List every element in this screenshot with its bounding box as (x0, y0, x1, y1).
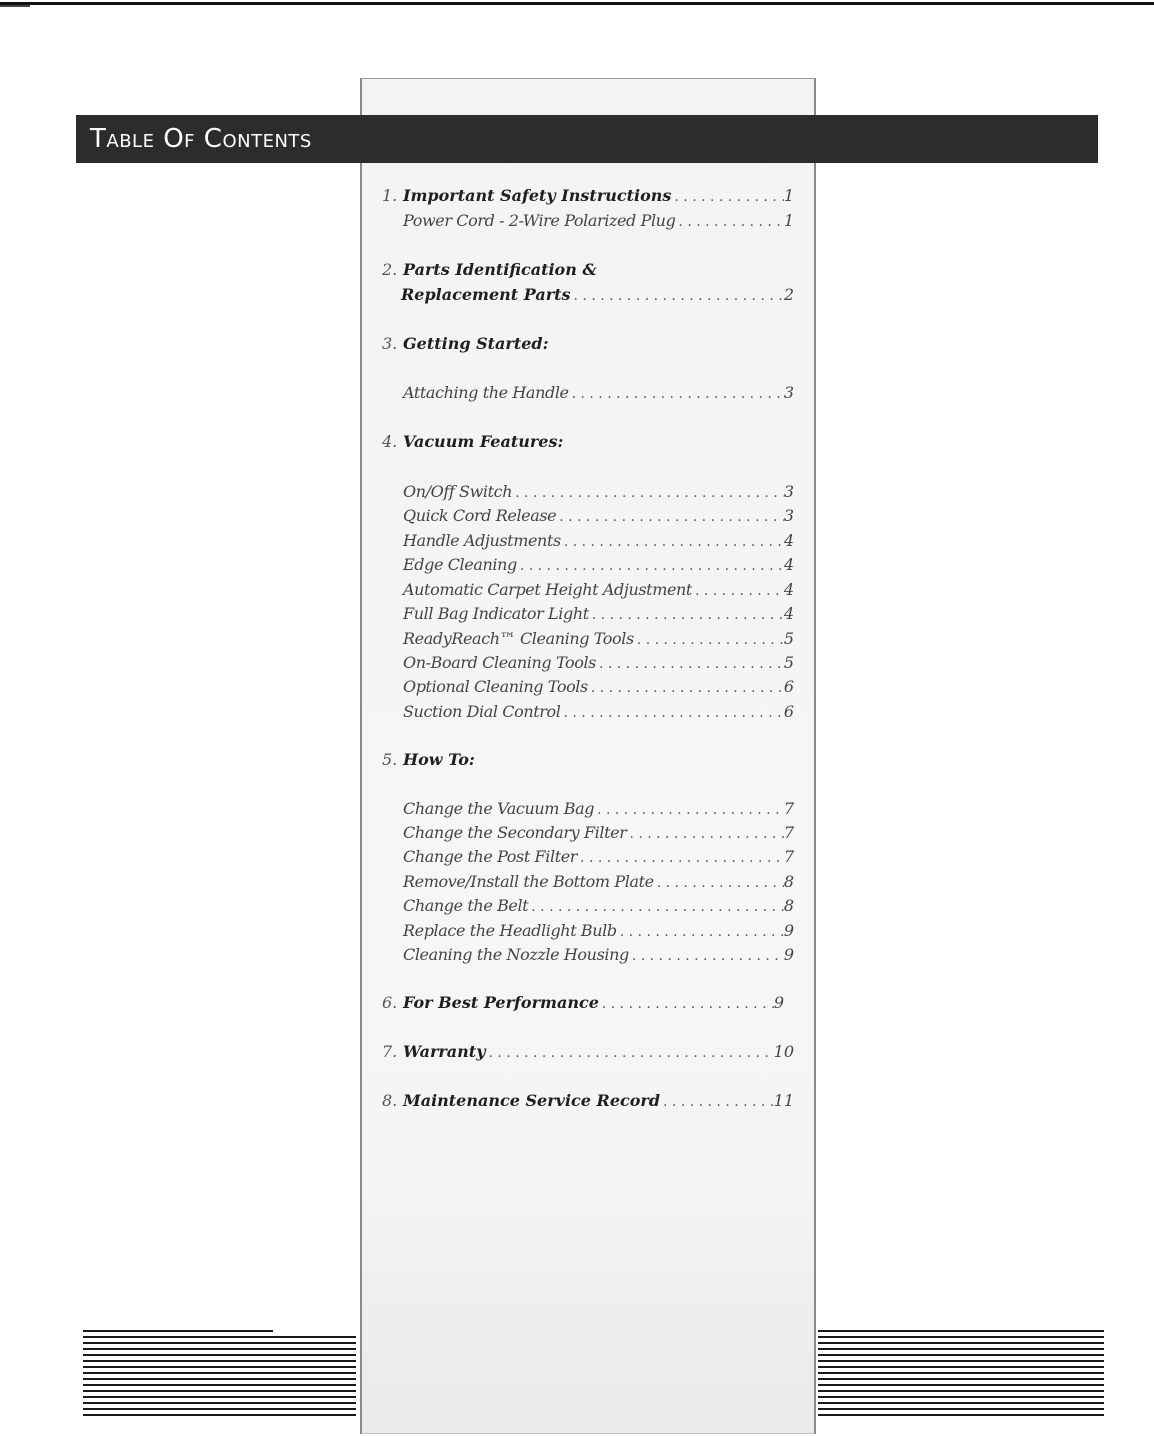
toc-entry-safety[interactable]: 1. Important Safety Instructions . . . 1 (382, 186, 794, 210)
toc-entry-handle-adjustments[interactable]: Handle Adjustments . . . 4 (403, 531, 794, 555)
toc-entry-readyreach-tools[interactable]: ReadyReach™ Cleaning Tools . . . 5 (403, 629, 794, 653)
page-title: Table Of Contents (90, 124, 312, 154)
toc-entry-power-cord[interactable]: Power Cord - 2-Wire Polarized Plug . . . 1 (403, 211, 794, 235)
decorative-lines-right (818, 1330, 1104, 1416)
title-bar (76, 115, 1098, 163)
toc-entry-onboard-tools[interactable]: On-Board Cleaning Tools . . . 5 (403, 653, 794, 677)
toc-entry-getting-started[interactable]: 3. Getting Started: (382, 334, 549, 353)
toc-entry-belt[interactable]: Change the Belt . . . 8 (403, 896, 794, 920)
toc-entry-parts[interactable]: 2. Parts Identification & (382, 260, 597, 279)
toc-entry-attaching-handle[interactable]: Attaching the Handle . . . 3 (403, 383, 794, 407)
toc-entry-optional-tools[interactable]: Optional Cleaning Tools . . . 6 (403, 677, 794, 701)
toc-entry-on-off-switch[interactable]: On/Off Switch . . . 3 (403, 482, 794, 506)
toc-entry-full-bag-light[interactable]: Full Bag Indicator Light . . . 4 (403, 604, 794, 628)
toc-entry-headlight-bulb[interactable]: Replace the Headlight Bulb . . . 9 (403, 921, 794, 945)
toc-entry-suction-dial[interactable]: Suction Dial Control . . . 6 (403, 702, 794, 726)
top-rule (0, 2, 1154, 7)
toc-entry-quick-cord-release[interactable]: Quick Cord Release . . . 3 (403, 506, 794, 530)
toc-entry-maintenance-record[interactable]: 8. Maintenance Service Record . . . 11 (382, 1091, 794, 1115)
toc-entry-warranty[interactable]: 7. Warranty . . . 10 (382, 1042, 794, 1066)
toc-entry-best-performance[interactable]: 6. For Best Performance . . . 9 (382, 993, 784, 1017)
toc-entry-vacuum-bag[interactable]: Change the Vacuum Bag . . . 7 (403, 799, 794, 823)
toc-entry-edge-cleaning[interactable]: Edge Cleaning . . . 4 (403, 555, 794, 579)
toc-entry-post-filter[interactable]: Change the Post Filter . . . 7 (403, 847, 794, 871)
toc-entry-replacement-parts[interactable]: Replacement Parts . . . 2 (401, 285, 794, 309)
toc-entry-carpet-height[interactable]: Automatic Carpet Height Adjustment . . . 4 (403, 580, 794, 604)
toc-entry-how-to[interactable]: 5. How To: (382, 750, 475, 769)
toc-entry-bottom-plate[interactable]: Remove/Install the Bottom Plate . . . 8 (403, 872, 794, 896)
toc-entry-nozzle-housing[interactable]: Cleaning the Nozzle Housing . . . 9 (403, 945, 794, 969)
decorative-lines-left (83, 1330, 356, 1416)
toc-entry-vacuum-features[interactable]: 4. Vacuum Features: (382, 432, 564, 451)
toc-entry-secondary-filter[interactable]: Change the Secondary Filter . . . 7 (403, 823, 794, 847)
